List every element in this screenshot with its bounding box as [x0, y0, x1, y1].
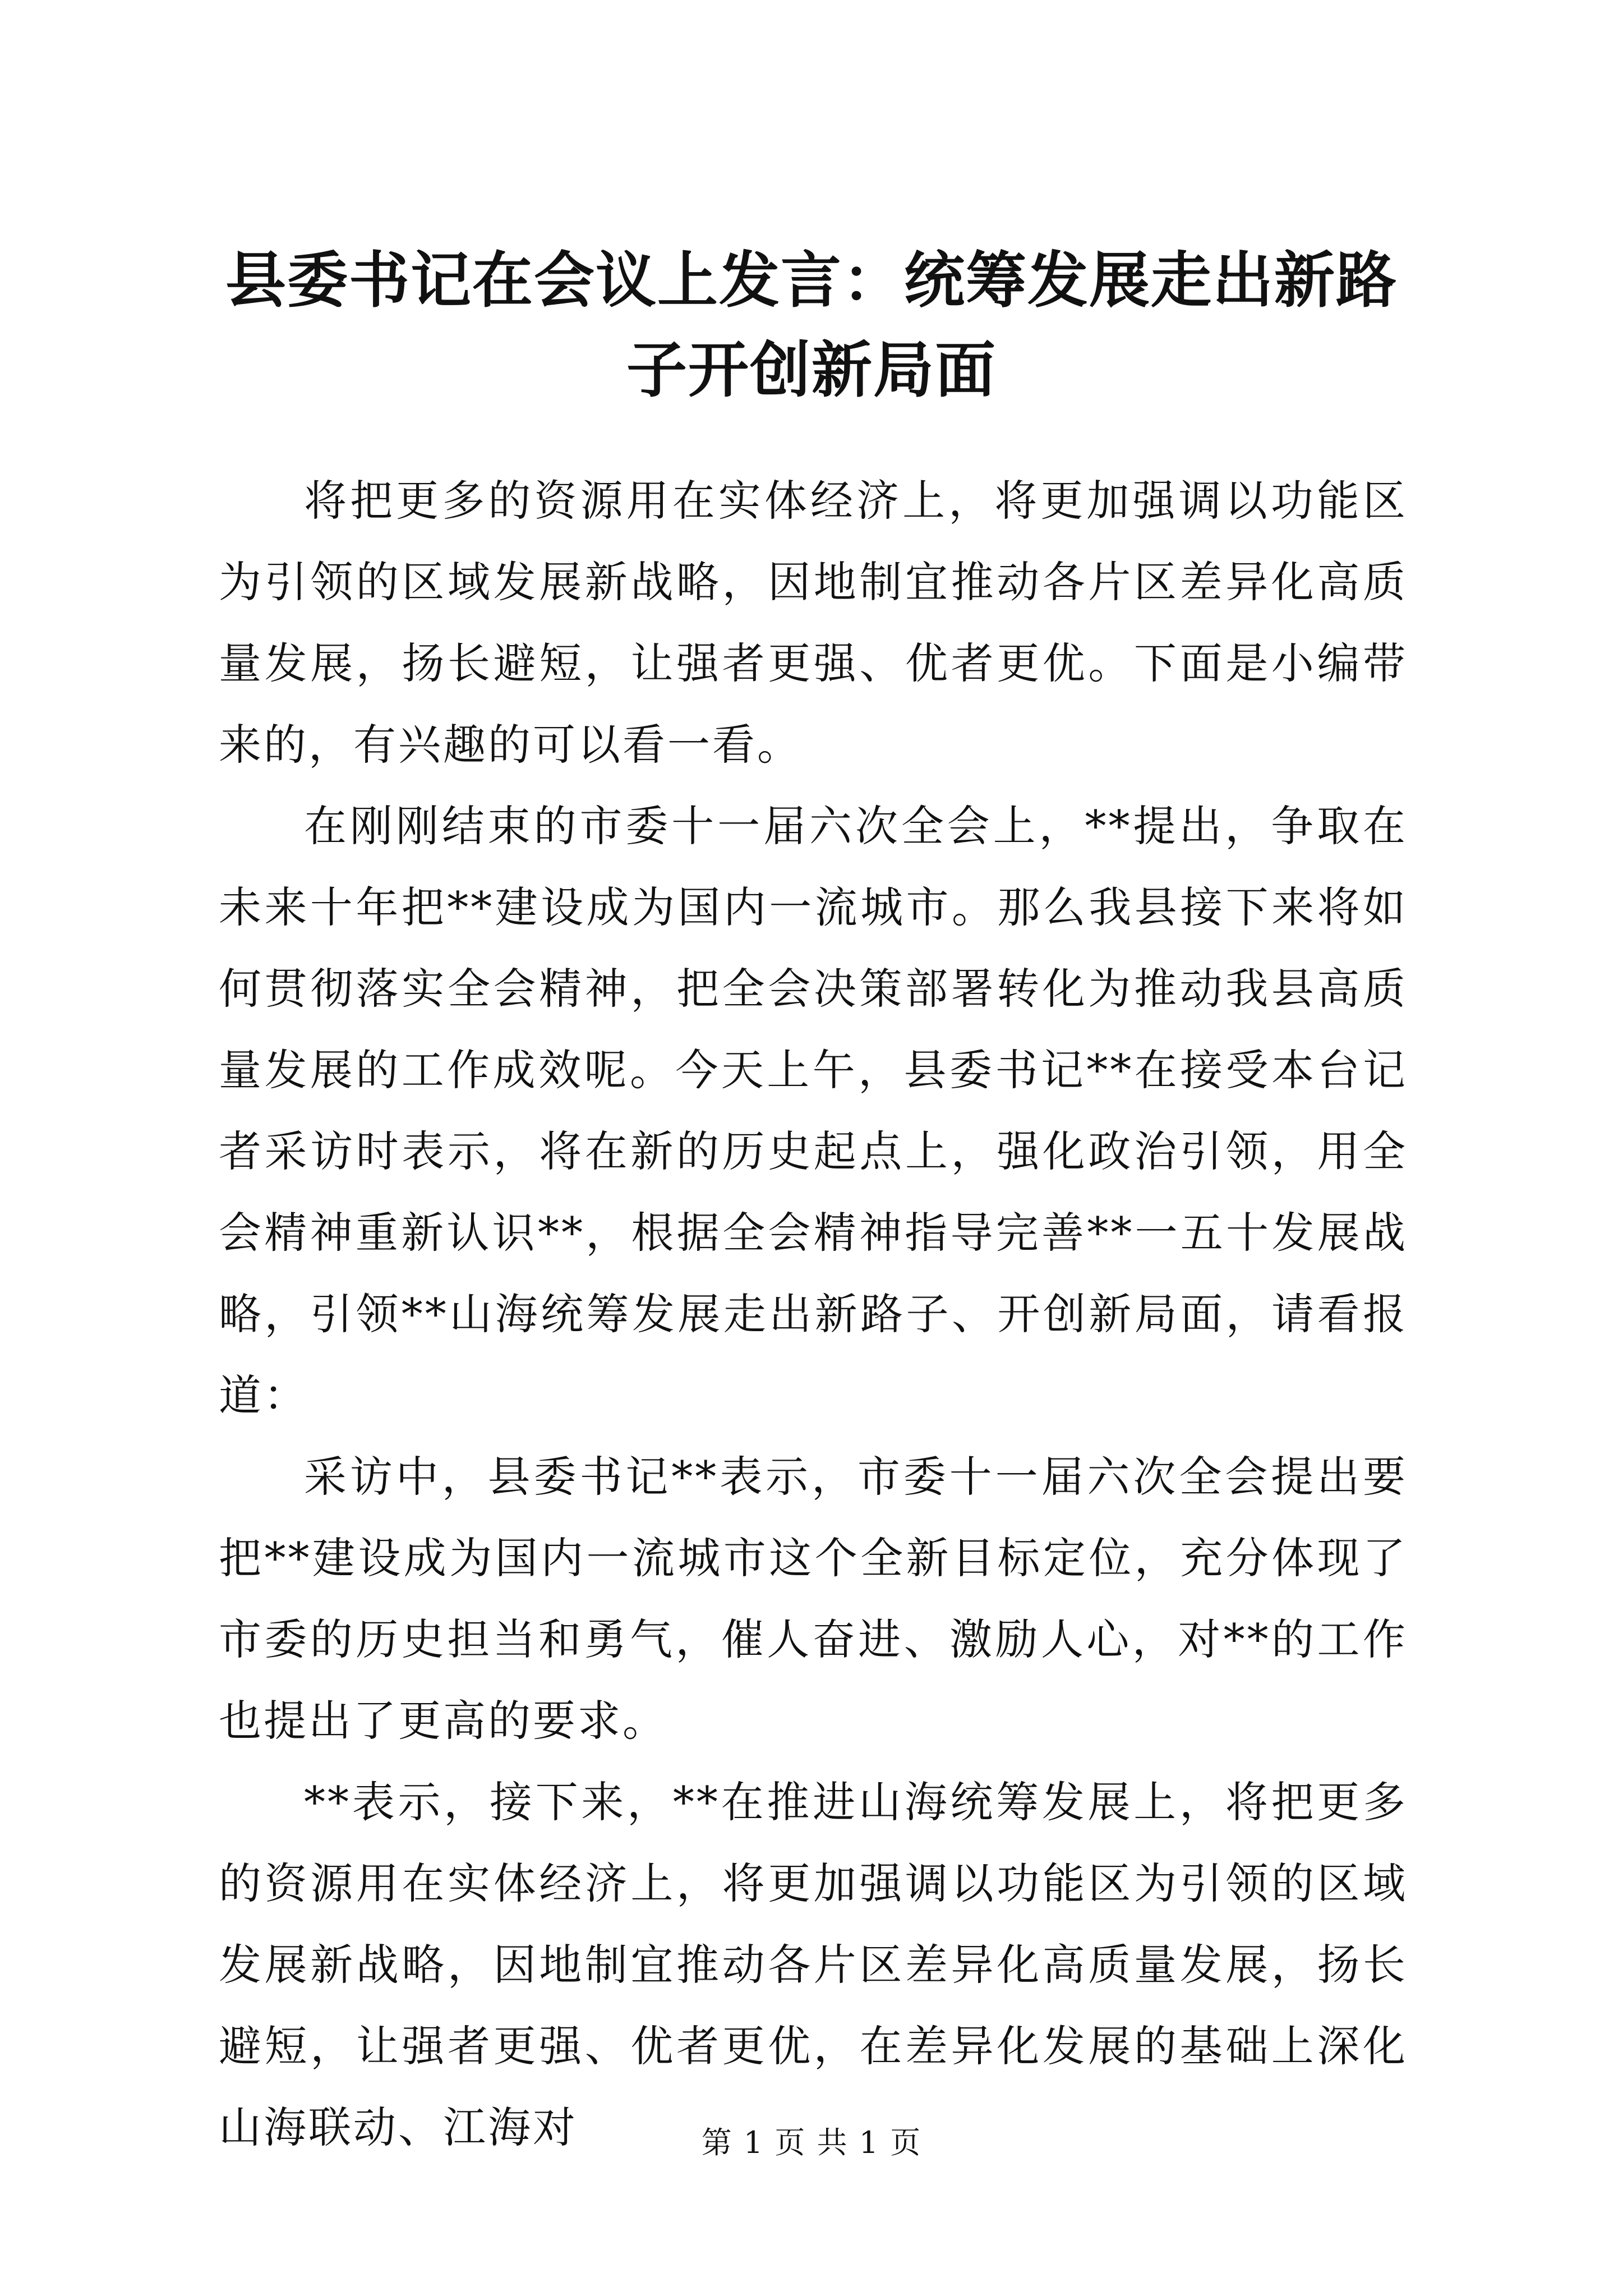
- paragraph: 采访中，县委书记**表示，市委十一届六次全会提出要把**建设成为国内一流城市这个全新目标定位，充分体现了市委的历史担当和勇气，催人奋进、激励人心，对**的工作也提出了更高的要求。: [219, 1452, 1408, 1746]
- paragraph: **表示，接下来，**在推进山海统筹发展上，将把更多的资源用在实体经济上，将更加强调以功能区为引领的区域发展新战略，因地制宜推动各片区差异化高质量发展，扬长避短，让强者更强、优者更优，在差异化发展的基础上深化山海联动、江海对: [219, 1777, 1408, 2152]
- paragraph: 将把更多的资源用在实体经济上，将更加强调以功能区为引领的区域发展新战略，因地制宜推动各片区差异化高质量发展，扬长避短，让强者更强、优者更优。下面是小编带来的，有兴趣的可以看一看。: [219, 476, 1408, 770]
- page-footer: 第 1 页 共 1 页: [701, 2125, 922, 2160]
- document-title: 县委书记在会议上发言：统筹发展走出新路子开创新局面: [225, 245, 1398, 406]
- document-body: [219, 460, 1408, 2168]
- paragraph: 在刚刚结束的市委十一届六次全会上，**提出，争取在未来十年把**建设成为国内一流城市。那么我县接下来将如何贯彻落实全会精神，把全会决策部署转化为推动我县高质量发展的工作成效呢。今天上午，县委书记**在接受本台记者采访时表示，将在新的历史起点上，强化政治引领，用全会精神重新认识**，根据全会精神指导完善**一五十发展战略，引领**山海统筹发展走出新路子、开创新局面，请看报道：: [219, 801, 1408, 1420]
